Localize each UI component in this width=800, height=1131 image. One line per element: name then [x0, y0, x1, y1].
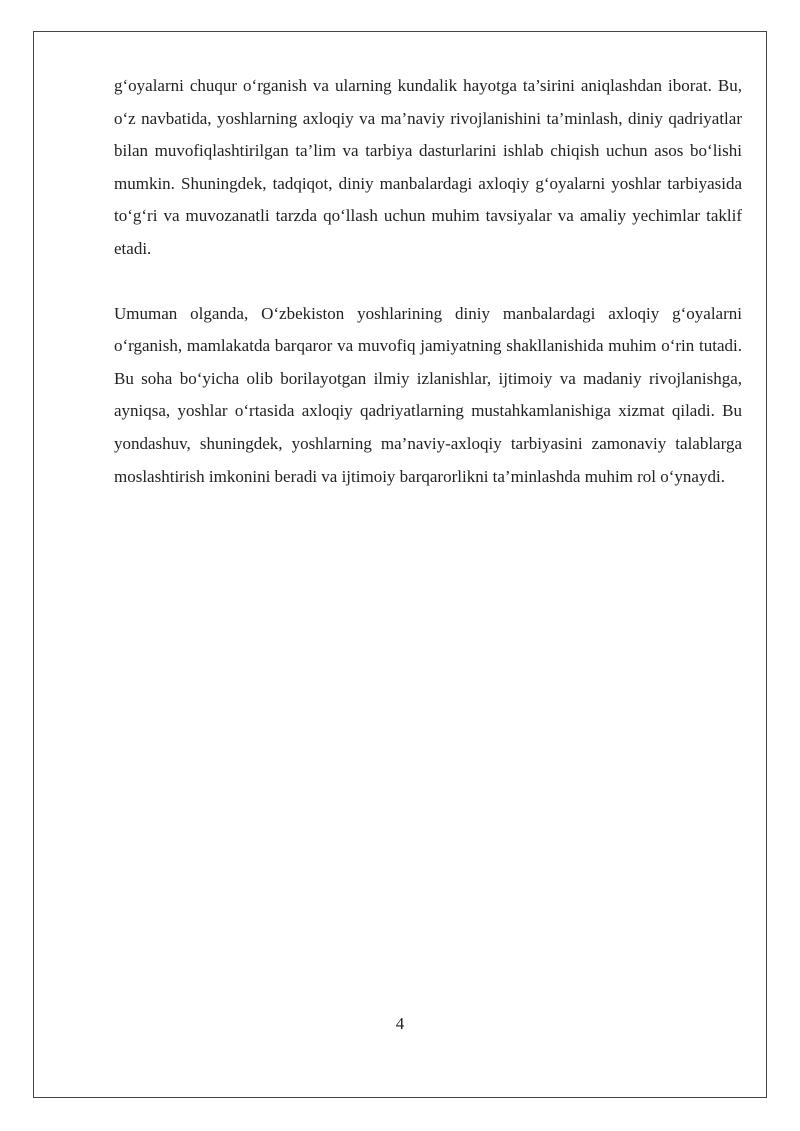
paragraph-2: Umuman olganda, O‘zbekiston yoshlarining diniy manbalardagi axloqiy g‘oyalarni o‘rganish, mamlakatda barqaror va muvofiq jamiyatning shakllanishida muhim o‘rin tutadi. Bu soha bo‘yicha olib borilayotgan ilmiy izlanishlar, ijtimoiy va madaniy rivojlanishga, ayniqsa, yoshlar o‘rtasida axloqiy qadriyatlarning mustahkamlanishiga xizmat qiladi. Bu yondashuv, shuningdek, yoshlarning ma’naviy-axloqiy tarbiyasini zamonaviy talablarga moslashtirish imkonini beradi va ijtimoiy barqarorlikni ta’minlashda muhim rol o‘ynaydi.: [114, 303, 742, 486]
page-number: 4: [395, 1014, 405, 1033]
paragraph-1: g‘oyalarni chuqur o‘rganish va ularning kundalik hayotga ta’sirini aniqlashdan iborat. Bu, o‘z navbatida, yoshlarning axloqiy va ma’naviy rivojlanishini ta’minlash, diniy qadriyatlar bilan muvofiqlashtirilgan ta’lim va tarbiya dasturlarini ishlab chiqish uchun asos bo‘lishi mumkin. Shuningdek, tadqiqot, diniy manbalardagi axloqiy g‘oyalarni yoshlar tarbiyasida to‘g‘ri va muvozanatli tarzda qo‘llash uchun muhim tavsiyalar va amaliy yechimlar taklif etadi.: [114, 76, 742, 258]
document-body: [114, 70, 742, 493]
